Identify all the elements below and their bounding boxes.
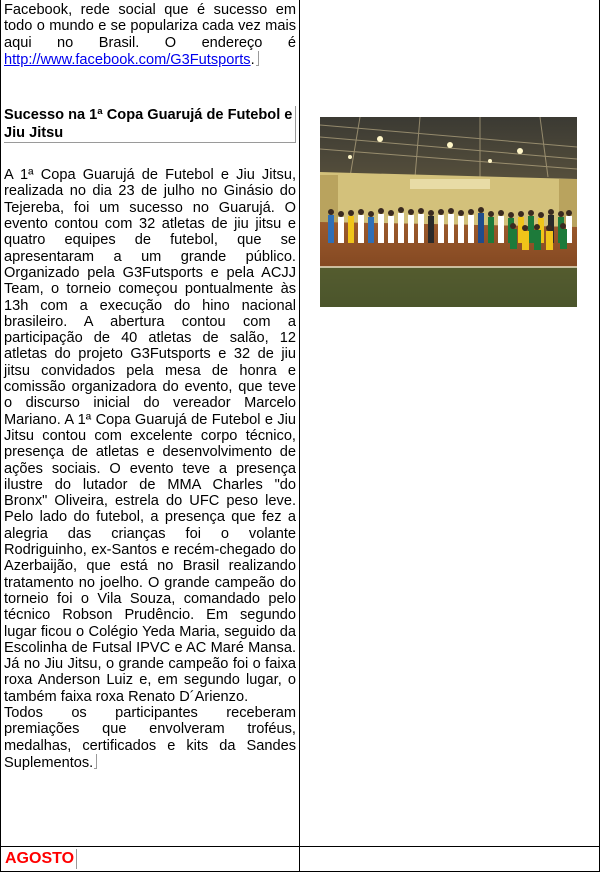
table-border-left — [0, 0, 1, 872]
event-photo — [320, 117, 577, 307]
closing-text: Todos os participantes receberam premiações que envolveram troféus, medalhas, certificados e kits da Sandes Suplementos. — [4, 704, 296, 771]
left-column — [4, 0, 296, 771]
column-divider — [299, 0, 300, 872]
headline-text: Sucesso na 1ª Copa Guarujá de Futebol e Jiu Jitsu — [4, 106, 296, 143]
paragraph-mark — [256, 51, 259, 66]
article-headline — [4, 106, 296, 143]
intro-text: Facebook, rede social que é sucesso em todo o mundo e se populariza cada vez mais aqui no Brasil. O endereço é — [4, 2, 296, 51]
month-label: AGOSTO — [5, 849, 77, 869]
article-closing — [4, 705, 296, 771]
article-body: A 1ª Copa Guarujá de Futebol e Jiu Jitsu, realizada no dia 23 de julho no Ginásio do Tejereba, foi um sucesso no Guarujá. O evento contou com 32 atletas de jiu jitsu e quatro equipes de futebol, que se apresentaram a um grande público. Organizado pela G3Futsports e pela ACJJ Team, o torneio começou pontualmente às 13h com a execução do hino nacional brasileiro. A abertura contou com a participação de 40 atletas de salão, 12 atletas do projeto G3Futsports e 32 de jiu jitsu convidados pela mesa de honra e comissão organizadora do evento, que teve o discurso inicial do vereador Marcelo Mariano. A 1ª Copa Guarujá de Futebol e Jiu Jitsu contou com excelente corpo técnico, presença de atletas e desenvolvimento de ações sociais. O evento teve a presença ilustre do lutador de MMA Charles "do Bronx" Oliveira, estrela do UFC peso leve. Pelo lado do futebol, a presença que fez a alegria das crianças foi o volante Rodriguinho, ex-Santos e recém-chegado do Azerbaijão, que está no Brasil realizando tratamento no joelho. O grande campeão do torneio foi o Vila Souza, comandado pelo técnico Robson Prudêncio. Em segundo lugar ficou o Colégio Yeda Maria, seguido da Escolinha de Futsal IPVC e AC Maré Mansa. Já no Jiu Jitsu, o grande campeão foi o faixa roxa Anderson Luiz e, em segundo lugar, o também faixa roxa Renato D´Arienzo. — [4, 167, 296, 705]
intro-link-suffix: . — [250, 51, 255, 68]
paragraph-mark — [94, 754, 97, 769]
footer-rule — [0, 846, 600, 847]
gymnasium-photo-illustration — [320, 117, 577, 307]
intro-paragraph — [4, 2, 296, 68]
facebook-link[interactable]: http://www.facebook.com/G3Futsports — [4, 51, 251, 68]
